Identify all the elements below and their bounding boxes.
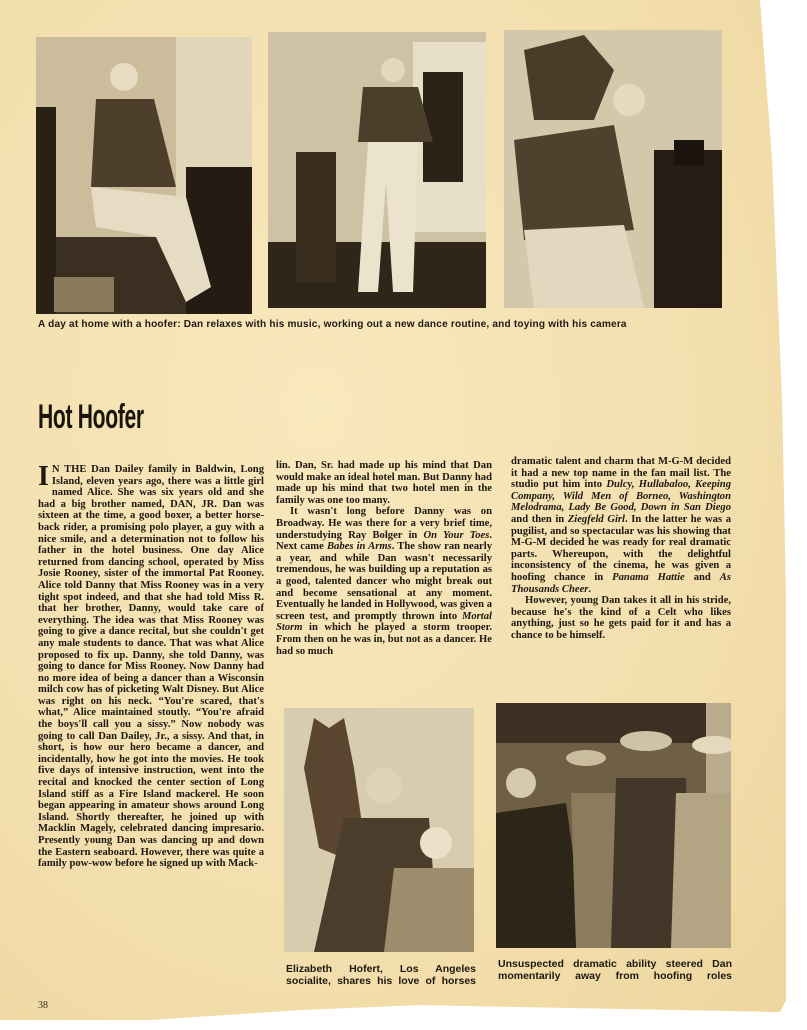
- drop-cap: I: [38, 461, 49, 492]
- title-on-your-toes: On Your Toes: [423, 529, 490, 541]
- article-column-1: [38, 461, 264, 870]
- column-2-paragraph-2: It wasn't long before Danny was on Broadway. He was there for a very brief time, understudying Ray Bolger in On Your Toes. Next came Babes in Arms. The show ran nearly a year, and while Dan wasn't necessarily tremendous, he was building up a reputation as a good, talented dancer who might break out and become sensational at any moment. Eventually he landed in Hollywood, was given a screen test, and promptly thrown into Mortal Storm in which he played a storm trooper. From then on he was in, but not as a dancer. He had so much: [276, 506, 492, 657]
- column-3-paragraph-2: However, young Dan takes it all in his stride, because he's the kind of a Celt who likes anything, just so he gets paid for it and has a chance to be himself.: [511, 595, 731, 641]
- caption-horse-photo: Elizabeth Hofert, Los Angeles socialite, shares his love of horses: [286, 963, 476, 987]
- caption-film-photo: Unsuspected dramatic ability steered Dan momentarily away from hoofing roles: [498, 958, 732, 982]
- title-ziegfeld-girl: Ziegfeld Girl: [567, 513, 625, 525]
- article-column-2: [276, 460, 492, 657]
- article-headline: Hot Hoofer: [38, 398, 144, 436]
- column-1-text: N THE Dan Dailey family in Baldwin, Long Island, eleven years ago, there was a little girl named Alice. She was six years old and she had a big brother named, DAN, JR. Dan was sixteen at the time, a good boxer, a better horse-back rider, a promising polo player, a guy with a nice smile, and a determination not to follow his father in the hotel business. One day Alice returned from dancing school, operated by Miss Josie Rooney, sister of the immortal Pat Rooney. Alice told Danny that Miss Rooney was in a very tight spot indeed, and that she had told Miss R. that her brother, Danny, would take care of everything. The idea was that Miss Rooney was going to give a dance recital, but she couldn't get any male students to dance. That was what Alice proposed to fix up. Danny, she told Danny, was going to dance for Miss Rooney. Now Danny had no more idea of being a dancer than a Wisconsin milch cow has of picketing Walt Disney. But Alice was right on his neck. “You're scared, that's what,” Alice maintained stoutly. “You're afraid the boys'll call you a sissy.” Now nobody was going to call Dan Dailey, Jr., a sissy. And that, in short, is how our hero became a dancer, and incidentally, how he got into the movies. He took five days of intensive instruction, went into the recital and knocked the center section of Long Island stiff as a Fire Island mackerel. He soon began appearing in amateur shows around Long Island. Shortly thereafter, he joined up with Macklin Magely, celebrated dancing impresario. Presently young Dan was dancing up and down the Eastern seaboard. However, there was quite a family pow-wow before he signed up with Mack-: [38, 464, 264, 870]
- photo-dance: [268, 32, 486, 308]
- photo-camera: [504, 30, 722, 308]
- page-number: 38: [38, 1000, 48, 1011]
- title-panama-hattie: Panama Hattie: [612, 571, 685, 583]
- title-as-thousands-cheer: As Thousands Cheer: [511, 571, 731, 595]
- photo-piano: [36, 37, 252, 314]
- photo-film-scene: [496, 703, 731, 948]
- film-titles-list: Dulcy, Hullabaloo, Keeping Company, Wild Men of Borneo, Washington Melodrama, Lady Be Good, Down in San Diego: [511, 479, 731, 514]
- photo-horse: [284, 708, 474, 952]
- column-3-paragraph-1: dramatic talent and charm that M-G-M decided it had a new top name in the fan mail list. The studio put him into Dulcy, Hullabaloo, Keeping Company, Wild Men of Borneo, Washington Melodrama, Lady Be Good, Down in San Diego and then in Ziegfeld Girl. In the latter he was a pugilist, and so spectacular was his showing that M-G-M decided he was ready for real dramatic parts. Whereupon, with the delightful inconsistency of the cinema, he was given a hoofing chance in Panama Hattie and As Thousands Cheer.: [511, 456, 731, 595]
- article-column-3: [511, 456, 731, 642]
- column-2-paragraph-1: lin. Dan, Sr. had made up his mind that Dan would make an ideal hotel man. But Danny had made up his mind that two hotel men in the family was one too many.: [276, 460, 492, 506]
- title-mortal-storm: Mortal Storm: [276, 610, 492, 634]
- title-babes-in-arms: Babes in Arms: [326, 541, 392, 553]
- top-photo-caption: A day at home with a hoofer: Dan relaxes with his music, working out a new dance routine, and toying with his camera: [38, 318, 627, 330]
